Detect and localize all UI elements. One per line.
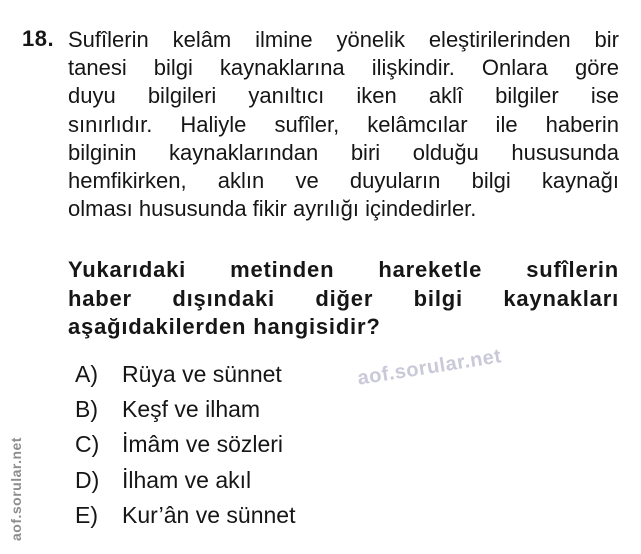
question-body-line: Sufîlerin kelâm ilmine yönelik eleştirilerinden bir bbox=[68, 27, 619, 52]
question-stem-line: haber dışındaki diğer bilgi kaynakları bbox=[68, 285, 619, 311]
question-body bbox=[68, 26, 619, 223]
question-body-line: bilginin kaynaklarından biri olduğu hususunda bbox=[68, 139, 619, 165]
option-row bbox=[75, 357, 495, 392]
option-letter: E) bbox=[75, 501, 98, 528]
watermark-center: aof.sorular.net bbox=[356, 345, 503, 390]
option-letter: B) bbox=[75, 396, 98, 423]
option-text: Keşf ve ilham bbox=[122, 396, 261, 423]
option-row bbox=[75, 392, 495, 427]
option-text: Rüya ve sünnet bbox=[122, 361, 282, 388]
question-number: 18. bbox=[22, 26, 55, 51]
option-text: İlham ve akıl bbox=[122, 466, 252, 493]
option-text: Kur’ân ve sünnet bbox=[122, 501, 296, 528]
question-stem bbox=[68, 256, 619, 342]
question-body-line: olması hususunda fikir ayrılığı içindedirler. bbox=[68, 196, 477, 222]
question-stem-line: aşağıdakilerden hangisidir? bbox=[68, 314, 381, 340]
option-row bbox=[75, 498, 495, 533]
question-body-line: duyu bilgileri yanıltıcı iken aklî bilgiler ise bbox=[68, 83, 619, 109]
options-list bbox=[75, 357, 495, 533]
watermark-left-edge: aof.sorular.net bbox=[8, 437, 24, 541]
question-stem-line: Yukarıdaki metinden hareketle sufîlerin bbox=[68, 257, 619, 282]
question-body-line: hemfikirken, aklın ve duyuların bilgi kaynağı bbox=[68, 168, 619, 194]
option-row bbox=[75, 463, 495, 498]
question-body-line: sınırlıdır. Haliyle sufîler, kelâmcılar ile haberin bbox=[68, 111, 619, 137]
option-text: İmâm ve sözleri bbox=[122, 431, 284, 458]
option-letter: A) bbox=[75, 361, 98, 388]
option-letter: D) bbox=[75, 466, 100, 493]
question-body-line: tanesi bilgi kaynaklarına ilişkindir. Onlara göre bbox=[68, 55, 619, 81]
option-row bbox=[75, 427, 495, 462]
option-letter: C) bbox=[75, 431, 100, 458]
